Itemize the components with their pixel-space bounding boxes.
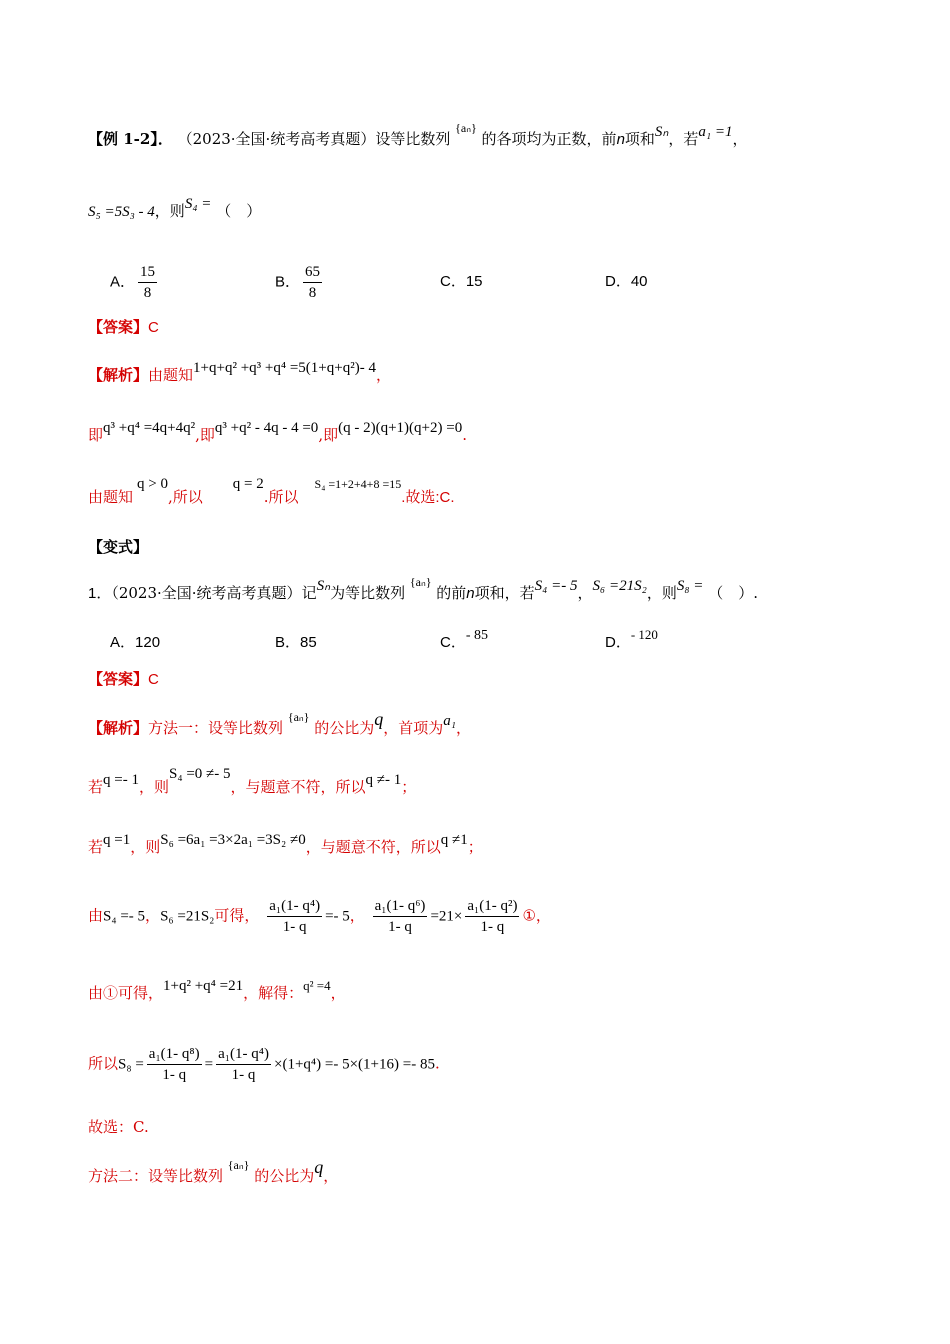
frac-num: a₁(1- q⁶) (373, 896, 428, 917)
analysis-text: 所以 (88, 1054, 119, 1073)
analysis-text: .故选:C. (401, 489, 455, 506)
analysis-text: ，解得： (243, 984, 304, 1002)
var-sn: Sₙ (654, 124, 669, 140)
frac-num: 65 (303, 262, 322, 283)
analysis-text: ，与题意不符，所以 (305, 838, 441, 856)
analysis-text: ， (330, 984, 346, 1002)
variant-options (110, 627, 910, 655)
answer-value: C (148, 319, 159, 336)
answer-paren: （ ）. (708, 584, 758, 602)
fraction (465, 896, 519, 937)
option-b (275, 262, 440, 303)
analysis-label: 【解析】 (88, 719, 149, 737)
option-value: - 85 (465, 628, 489, 643)
analysis-text: ， (455, 719, 471, 737)
formula: 1+q+q² +q³ +q⁴ =5(1+q+q²)- 4 (193, 360, 376, 376)
formula: 1+q² +q⁴ =21 (163, 978, 244, 994)
analysis-text: ,所以 (167, 488, 203, 506)
analysis-text: 由题知 (148, 366, 194, 384)
analysis-text: ,即 (318, 426, 339, 444)
option-value: 15 (465, 273, 483, 291)
analysis-text: ； (467, 838, 483, 856)
frac-den: 1- q (282, 919, 307, 935)
analysis-text: ，首项为 (383, 719, 444, 737)
fraction (267, 896, 322, 937)
sequence-symbol: {aₙ} (287, 710, 310, 724)
fraction (216, 1044, 271, 1085)
var-a1: a₁ (443, 713, 456, 729)
analysis-text: 即 (88, 426, 104, 444)
formula: =- 5 (325, 908, 350, 925)
formula: q ≠1 (440, 832, 468, 848)
example-options (110, 262, 910, 303)
variant-analysis-line7: 故选：C. (88, 1118, 149, 1136)
analysis-text: 由 (88, 906, 104, 925)
stem-text: ， (732, 130, 748, 148)
analysis-text: 的公比为 (254, 1167, 315, 1185)
option-d (605, 627, 770, 654)
frac-den: 8 (143, 285, 152, 301)
analysis-text: 的公比为 (314, 719, 375, 737)
var-sn: Sₙ (316, 578, 331, 594)
var-n: n (466, 585, 475, 602)
formula: S₄ =1+2+4+8 =15 (314, 477, 402, 491)
frac-den: 8 (308, 285, 317, 301)
analysis-text: ①， (522, 906, 551, 925)
example-analysis-line2 (88, 420, 910, 447)
option-b (275, 632, 440, 654)
option-value: 85 (300, 634, 317, 651)
stem-text: 的前 (436, 584, 467, 602)
formula: S₄ =- 5 (103, 908, 146, 925)
formula: S₄ =0 ≠- 5 (169, 766, 231, 782)
condition-s6: S₆ =21S₂ (592, 578, 647, 594)
analysis-text: 由题知 (88, 488, 134, 506)
variant-stem: 1．（2023·全国·统考高考真题）记Sₙ为等比数列 $^{\{a_n\}}$ 的前n项和，若S₄ =- 5，S₆ =21S₂，则S₈ = （ ）. (88, 575, 758, 602)
answer-label: 【答案】 (88, 318, 149, 336)
analysis-text: 由①可得， (88, 984, 164, 1002)
option-value: 120 (135, 634, 161, 651)
option-label: A． (110, 273, 136, 291)
formula: = (204, 1056, 214, 1073)
stem-text: ，若 (668, 130, 699, 148)
analysis-text: ，则 (138, 778, 169, 796)
variant-method2-line (88, 1157, 910, 1188)
variant-analysis-line4: 由S₄ =- 5，S₆ =21S₂可得， $\frac{\text{a₁(1- q⁴)}}{1- q}$ =- 5， $\frac{\text{a₁(1- q⁶)}}{1- q}$ =21× $\frac{\text{a₁(1- q²)}}{1- q}$ ①， (88, 898, 551, 935)
answer-label: 【答案】 (88, 670, 149, 688)
option-a (110, 262, 275, 303)
condition-s4: S₄ =- 5 (534, 578, 578, 594)
example-stem-line2 (88, 196, 910, 223)
condition-s5: S₅ =5S₃ - 4 (88, 204, 155, 220)
frac-num: a₁(1- q⁴) (216, 1044, 271, 1065)
analysis-text: . (462, 426, 467, 444)
formula: q =1 (103, 832, 131, 848)
stem-text: ，则 (646, 584, 677, 602)
stem-text: 项和 (624, 130, 655, 148)
formula: q ≠- 1 (365, 772, 402, 788)
option-c (440, 628, 605, 655)
analysis-text: .所以 (263, 488, 299, 506)
variant-analysis-line1 (88, 709, 910, 740)
variant-analysis-line6 (88, 1044, 910, 1085)
option-c (440, 271, 605, 293)
sequence-symbol: {aₙ} (455, 121, 477, 135)
analysis-label: 【解析】 (88, 366, 149, 384)
answer-value: C (148, 671, 159, 688)
sequence-symbol: {aₙ} (227, 1158, 250, 1172)
analysis-text: ， (323, 1167, 339, 1185)
formula: q³ +q² - 4q - 4 =0 (214, 420, 319, 436)
option-label: C． (440, 634, 466, 651)
analysis-text: 方法一：设等比数列 (148, 719, 284, 737)
example-stem-line1 (88, 121, 910, 151)
fraction (373, 896, 428, 937)
option-d (605, 271, 770, 293)
frac-num: 15 (138, 262, 157, 283)
option-fraction (138, 262, 157, 303)
frac-num: a₁(1- q⁴) (267, 896, 322, 917)
formula: ×(1+q⁴) =- 5×(1+16) =- 85 (273, 1056, 435, 1073)
formula: q² =4 (303, 978, 331, 993)
frac-den: 1- q (480, 919, 505, 935)
example-analysis-line3 (88, 476, 910, 509)
formula: q = 2 (232, 476, 264, 492)
stem-text: 为等比数列 (330, 584, 406, 602)
frac-num: a₁(1- q⁸) (147, 1044, 202, 1065)
example-source: （2023·全国·统考高考真题） (177, 130, 376, 148)
option-value: 40 (630, 273, 648, 291)
option-fraction (303, 262, 322, 303)
option-label: C． (440, 273, 466, 291)
analysis-text: 若 (88, 838, 104, 856)
analysis-text: ； (401, 778, 417, 796)
example-answer (88, 316, 910, 339)
option-label: A． (110, 634, 136, 651)
sequence-symbol: {aₙ} (409, 575, 432, 589)
formula: S₆ =21S₂ (160, 908, 215, 925)
formula: (q - 2)(q+1)(q+2) =0 (338, 420, 463, 436)
analysis-text: 若 (88, 778, 104, 796)
stem-text: 项和，若 (474, 584, 535, 602)
formula: q =- 1 (103, 772, 139, 788)
stem-text: ，则 (154, 202, 185, 220)
question-number: 1． (88, 585, 112, 602)
ask-s4: S₄ = (184, 196, 212, 212)
variant-analysis-line5 (88, 978, 910, 1005)
formula: q³ +q⁴ =4q+4q² (103, 420, 196, 436)
formula: S₆ =6a₁ =3×2a₁ =3S₂ ≠0 (160, 832, 306, 848)
option-label: B． (275, 634, 301, 651)
var-n: n (616, 131, 625, 148)
frac-den: 1- q (231, 1067, 256, 1083)
stem-text: 设等比数列 (375, 130, 451, 148)
variant-analysis-line2 (88, 766, 910, 799)
option-value: - 120 (630, 627, 658, 642)
analysis-text: ， (375, 366, 391, 384)
fraction (147, 1044, 202, 1085)
frac-num: a₁(1- q²) (465, 896, 519, 917)
frac-den: 1- q (162, 1067, 187, 1083)
analysis-text: 方法二：设等比数列 (88, 1167, 224, 1185)
var-q: q (374, 709, 384, 729)
answer-paren: （ ） (216, 202, 262, 220)
variant-analysis-line3 (88, 832, 910, 859)
formula: S₈ = (118, 1056, 144, 1073)
example-tag: 【例 1-2】． (88, 130, 173, 148)
analysis-text: ,即 (195, 426, 215, 444)
stem-text: 记 (301, 584, 317, 602)
variant-source: （2023·全国·统考高考真题） (111, 584, 302, 602)
formula: =21× (430, 908, 463, 925)
var-q: q (314, 1157, 324, 1177)
option-label: D． (605, 273, 631, 291)
condition-a1: a₁ =1 (698, 124, 733, 140)
analysis-text: ，则 (130, 838, 161, 856)
analysis-text: ，与题意不符，所以 (230, 778, 366, 796)
example-analysis-line1 (88, 360, 910, 387)
variant-answer (88, 668, 910, 691)
option-label: B． (275, 273, 301, 291)
option-a (110, 632, 275, 654)
ask-s8: S₈ = (676, 578, 704, 594)
stem-text: 的各项均为正数，前 (481, 130, 617, 148)
variant-heading: 【变式】 (88, 538, 149, 556)
frac-den: 1- q (388, 919, 412, 935)
option-label: D． (605, 634, 631, 651)
analysis-text: . (434, 1054, 440, 1073)
formula: q > 0 (137, 476, 168, 492)
analysis-text: 可得， (214, 906, 260, 925)
